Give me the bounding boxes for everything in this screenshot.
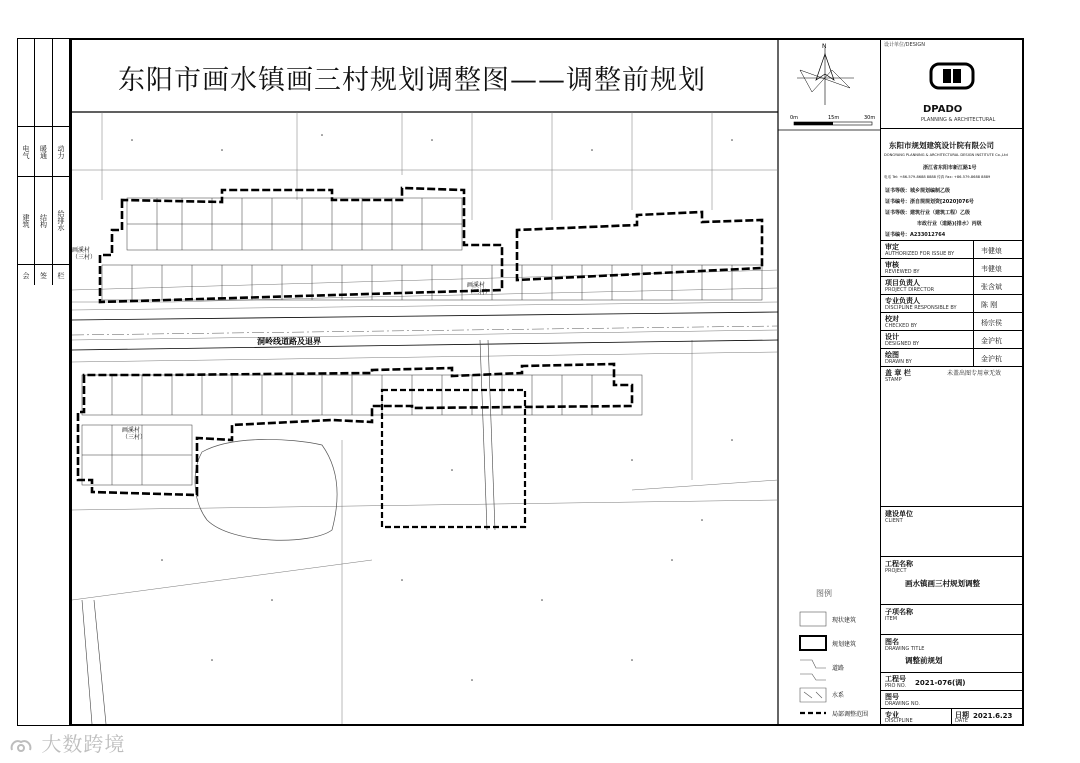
sign-row-en: REVIEWED BY xyxy=(885,269,920,275)
main-road xyxy=(72,302,778,362)
sign-row-name: 韦健烺 xyxy=(981,265,1002,273)
sign-row-name: 张含斌 xyxy=(981,283,1002,291)
discipline-label: 专业 xyxy=(885,711,899,719)
project-no-label-en: PRO NO. xyxy=(885,683,907,689)
countersign-cell xyxy=(53,39,70,127)
sign-row-label: 审核 xyxy=(885,261,899,269)
parcel-lines xyxy=(72,112,778,724)
drawing-title-value: 调整前规划 xyxy=(905,656,943,665)
cert-line: 证书等级：城乡规划编制乙级 xyxy=(885,188,951,194)
village-label: 画溪村（三村） xyxy=(122,427,147,442)
title-block xyxy=(880,40,1022,724)
cert-line: 证书编号：浙自规规划资[2020]076号 xyxy=(885,199,974,205)
logo-subtitle: PLANNING & ARCHITECTURAL xyxy=(921,117,996,123)
cert-line: 证书等级：建筑行业（建筑工程）乙级 xyxy=(885,210,971,216)
sign-row-en: DRAWN BY xyxy=(885,359,912,365)
drawing-no-label-en: DRAWING NO. xyxy=(885,701,920,707)
item-label: 子项名称 xyxy=(885,608,913,616)
sign-row-en: DESIGNED BY xyxy=(885,341,920,347)
south-buildings xyxy=(82,375,642,485)
north-label: N xyxy=(822,43,827,50)
watermark-logo-icon xyxy=(8,736,34,756)
project-name: 画水镇画三村规划调整 xyxy=(905,579,980,588)
company-address: 浙江省东阳市新江路1号 xyxy=(923,165,977,171)
legend-swatch-existing xyxy=(800,612,826,626)
drawing-label: 图名 xyxy=(885,638,899,646)
site-plan-map xyxy=(72,40,880,724)
project-label: 工程名称 xyxy=(885,560,913,568)
side-sign-1: 会 xyxy=(18,265,35,285)
side-road xyxy=(82,340,495,724)
discipline-label-en: DISCIPLINE xyxy=(885,718,913,724)
legend-swatch-road xyxy=(800,660,826,680)
legend-title: 图例 xyxy=(816,589,832,598)
company-name-cn: 东阳市规划建筑设计院有限公司 xyxy=(889,141,994,150)
village-label: 画溪村（三村） xyxy=(72,247,97,262)
village-label: 画溪村（三村） xyxy=(467,282,492,297)
watermark xyxy=(8,728,125,757)
side-label-plumb: 给排水 xyxy=(53,177,70,265)
stamp-label: 盖 章 栏 xyxy=(885,369,911,377)
stamp-note: 未盖出图专用章无效 xyxy=(947,370,1002,377)
sign-row-label: 专业负责人 xyxy=(885,297,920,305)
legend-label: 规划建筑 xyxy=(832,641,857,648)
pond-outline xyxy=(195,439,337,540)
legend-label: 水系 xyxy=(832,692,845,699)
countersign-strip xyxy=(17,38,70,726)
sign-row-label: 审定 xyxy=(885,243,899,251)
sign-row-label: 项目负责人 xyxy=(885,279,920,287)
road-label: 洞岭线道路及退界 xyxy=(257,337,321,346)
company-logo-icon xyxy=(927,62,977,90)
side-label-electric: 电气 xyxy=(18,127,35,177)
scale-bar xyxy=(790,115,875,125)
sign-row-name: 陈 刚 xyxy=(981,301,998,309)
tb-header-label: 设计单位/DESIGN xyxy=(884,42,925,48)
legend-swatch-planned xyxy=(800,636,826,650)
side-label-struct: 结构 xyxy=(35,177,53,265)
cert-line: 市政行业（道路)(排水）丙级 xyxy=(917,221,982,227)
sign-row-name: 韦健烺 xyxy=(981,247,1002,255)
cert-line: 证书编号：A233012764 xyxy=(885,232,946,238)
legend xyxy=(800,588,868,718)
sign-row-name: 杨宗侯 xyxy=(981,319,1002,327)
project-no-label: 工程号 xyxy=(885,675,906,683)
legend-label: 现状建筑 xyxy=(832,617,857,624)
sign-row-label: 设计 xyxy=(885,333,899,341)
client-label-en: CLIENT xyxy=(885,518,903,524)
legend-label: 局部调整范围 xyxy=(832,711,869,718)
countersign-cell xyxy=(35,39,53,127)
sign-row-name: 金沪杭 xyxy=(981,355,1002,363)
scale-label: 30m xyxy=(864,115,876,121)
sign-row-name: 金沪杭 xyxy=(981,337,1002,345)
side-label-hvac: 暖通 xyxy=(35,127,53,177)
sign-row-label: 绘图 xyxy=(885,351,899,359)
scale-label: 15m xyxy=(828,115,840,121)
project-label-en: PROJECT xyxy=(885,568,907,574)
sign-row-en: DISCIPLINE RESPONSIBLE BY xyxy=(885,305,957,311)
sign-row-en: AUTHORIZED FOR ISSUE BY xyxy=(885,251,955,257)
sign-row-en: CHECKED BY xyxy=(885,323,917,329)
drawing-title: 东阳市画水镇画三村规划调整图——调整前规划 xyxy=(118,65,706,96)
countersign-cell xyxy=(18,39,35,127)
item-label-en: ITEM xyxy=(885,616,898,622)
client-label: 建设单位 xyxy=(885,510,913,518)
adjustment-scope-box xyxy=(382,390,525,527)
date-value: 2021.6.23 xyxy=(973,712,1013,720)
side-label-power: 动力 xyxy=(53,127,70,177)
stamp-label-en: STAMP xyxy=(885,377,902,383)
north-arrow xyxy=(797,43,854,105)
company-contact: 电话 Tel: +86-579-8688 8888 传真 Fax: +86-579-8688 8889 xyxy=(884,175,991,179)
sign-row-label: 校对 xyxy=(885,315,899,323)
project-no-value: 2021-076(调) xyxy=(915,679,966,687)
legend-label: 道路 xyxy=(832,665,845,672)
company-name-en: DONGYANG PLANNING & ARCHITECTURAL DESIGN INSTITUTE Co.,Ltd xyxy=(884,153,1008,157)
logo-text: DPADO xyxy=(923,104,963,115)
date-label: 日期 xyxy=(955,711,969,719)
legend-swatch-water xyxy=(800,688,826,702)
side-sign-2: 签 xyxy=(35,265,53,285)
drawing-label-en: DRAWING TITLE xyxy=(885,646,925,652)
drawing-no-label: 图号 xyxy=(885,693,899,701)
side-label-arch: 建筑 xyxy=(18,177,35,265)
watermark-text: 大数跨境 xyxy=(41,732,126,756)
side-sign-3: 栏 xyxy=(53,265,70,285)
date-label-en: DATE xyxy=(955,718,969,724)
sign-row-en: PROJECT DIRECTOR xyxy=(885,287,935,293)
scale-label: 0m xyxy=(790,115,799,121)
